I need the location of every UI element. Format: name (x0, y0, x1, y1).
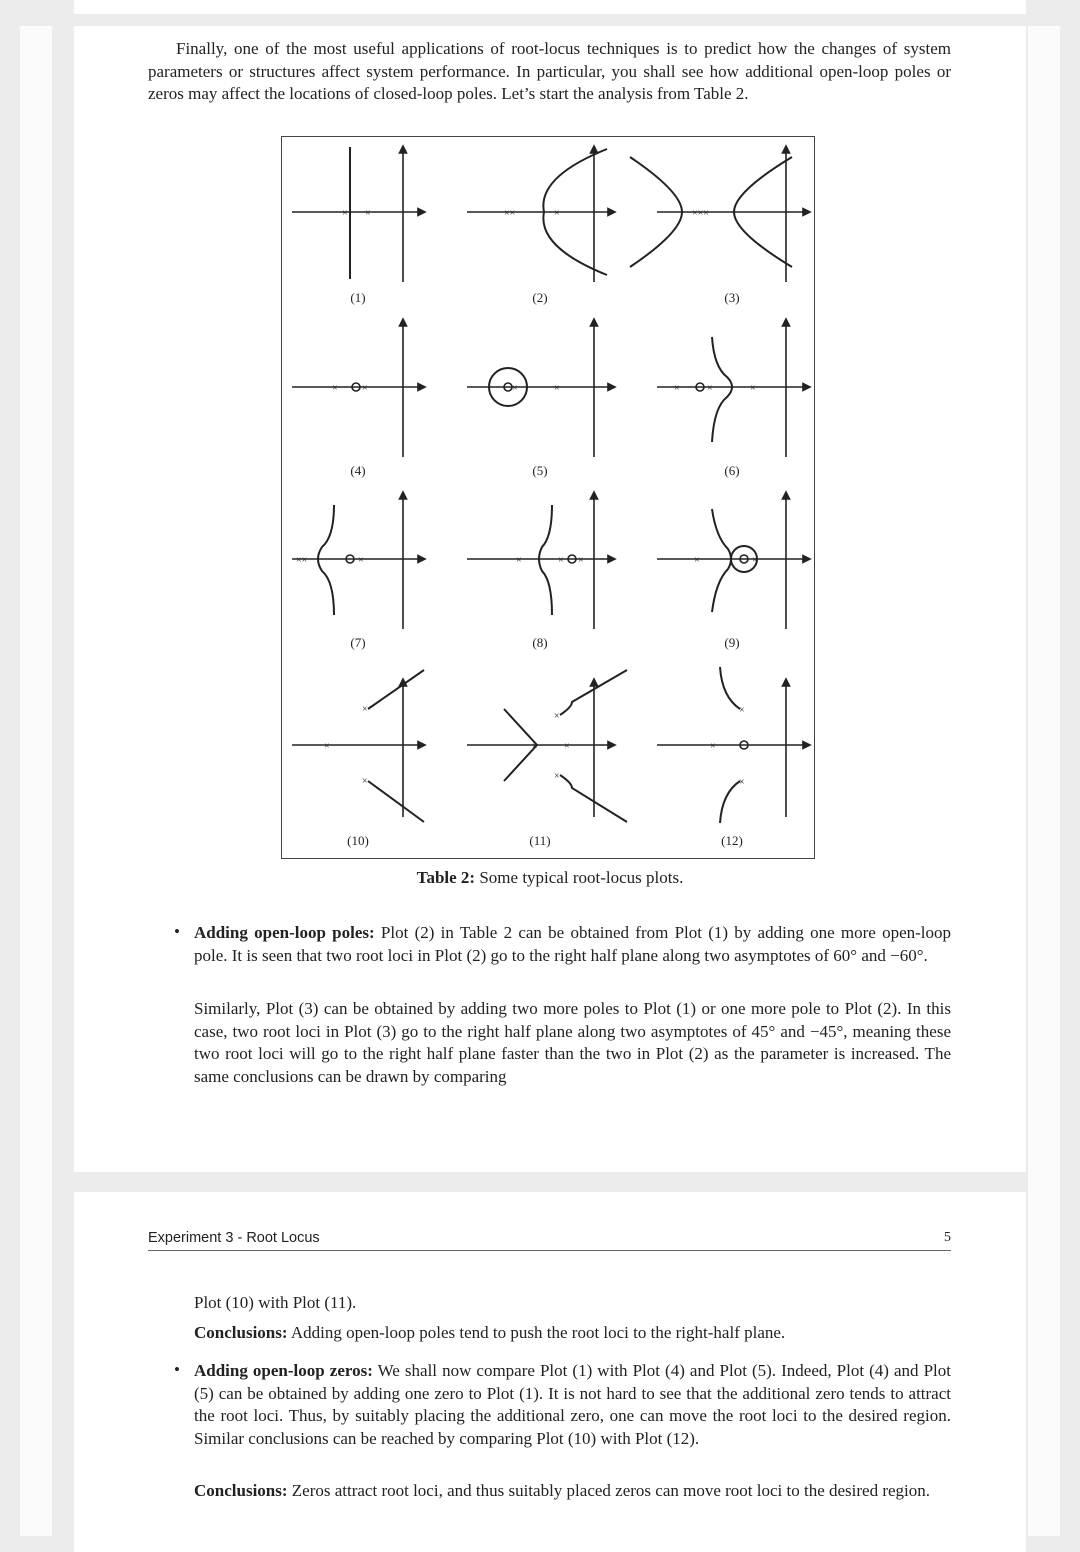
svg-text:×: × (750, 383, 756, 394)
page-header (148, 1228, 951, 1251)
svg-text:×: × (324, 741, 330, 752)
svg-text:×: × (358, 555, 364, 566)
plot-8 (467, 495, 612, 629)
svg-text:×: × (558, 555, 564, 566)
plot-label: (8) (532, 635, 548, 650)
plot-label: (1) (350, 290, 366, 305)
root-locus-grid (282, 137, 814, 858)
caption-text: Some typical root-locus plots. (475, 868, 684, 887)
plot-5 (467, 322, 612, 457)
plot-label: (7) (350, 635, 366, 650)
conclusion-zeros (194, 1480, 951, 1503)
svg-text:×: × (710, 741, 716, 752)
svg-text:×: × (532, 741, 538, 752)
svg-text:××: ×× (296, 555, 308, 566)
svg-text:×: × (332, 383, 338, 394)
svg-text:×: × (554, 383, 560, 394)
svg-text:×: × (707, 383, 713, 394)
conclusion-label: Conclusions: (194, 1481, 288, 1500)
svg-text:×: × (752, 555, 758, 566)
svg-text:×: × (554, 711, 560, 722)
svg-text:×: × (512, 383, 518, 394)
bullet-zeros-title: Adding open-loop zeros: (194, 1361, 373, 1380)
conclusion-text: Adding open-loop poles tend to push the root loci to the right-half plane. (287, 1323, 786, 1342)
right-gutter (1028, 26, 1060, 1536)
svg-text:×: × (554, 771, 560, 782)
svg-text:××: ×× (504, 208, 516, 219)
plot-11 (467, 670, 627, 822)
plot-2 (467, 149, 612, 282)
svg-text:×: × (362, 383, 368, 394)
plot-label: (12) (721, 833, 743, 848)
bullet-poles-title: Adding open-loop poles: (194, 923, 375, 942)
svg-text:×: × (739, 705, 745, 716)
plot-label: (9) (724, 635, 740, 650)
plot-3 (630, 149, 807, 282)
bullet-marker: • (174, 1360, 180, 1379)
continued-text: Plot (10) with Plot (11). (194, 1293, 357, 1312)
figure-caption (74, 868, 1026, 888)
svg-text:×××: ××× (692, 208, 709, 219)
svg-text:×: × (674, 383, 680, 394)
svg-text:×: × (694, 555, 700, 566)
plot-label: (5) (532, 463, 548, 478)
svg-text:×: × (564, 741, 570, 752)
bullet-zeros-text: We shall now compare Plot (1) with Plot (4) and Plot (5). Indeed, Plot (4) and Plot (5) can be obtained by adding one zero to Plot (1). It is not hard to see that the additional zero tends to attract the root loci. Thus, by suitably placing the additional zero, one can move the root loci to the desired region. Similar conclusions can be reached by comparing Plot (10) with Plot (12). (194, 1361, 951, 1448)
conclusion-poles (194, 1322, 951, 1345)
plot-label: (2) (532, 290, 548, 305)
svg-text:×: × (516, 555, 522, 566)
plot-7 (292, 495, 422, 629)
bullet-poles (194, 922, 951, 967)
root-locus-figure (281, 136, 815, 859)
bullet-poles-text: Plot (2) in Table 2 can be obtained from Plot (1) by adding one more open-loop pole. It is seen that two root loci in Plot (2) go to the right half plane along two asymptotes of 60° and −60°. (194, 923, 951, 965)
document-page-4 (74, 26, 1026, 1172)
plot-6 (657, 322, 807, 457)
conclusion-text: Zeros attract root loci, and thus suitably placed zeros can move root loci to the desired region. (287, 1481, 931, 1500)
previous-page-strip (74, 0, 1026, 14)
plot-label: (3) (724, 290, 740, 305)
plot-10 (292, 670, 424, 822)
plot-9 (657, 495, 807, 629)
svg-text:×: × (362, 776, 368, 787)
plot-1 (292, 147, 422, 282)
bullet-marker: • (174, 922, 180, 941)
svg-text:×: × (362, 704, 368, 715)
header-title: Experiment 3 - Root Locus (148, 1230, 320, 1246)
bullet-poles-para2: Similarly, Plot (3) can be obtained by adding two more poles to Plot (1) or one more pole to Plot (2). In this case, two root loci in Plot (3) go to the right half plane along two asymptotes of 45° and −45°, meaning these two root loci will go to the right half plane faster than the two in Plot (2) as the parameter is increased. The same conclusions can be drawn by comparing (194, 999, 951, 1086)
svg-text:×: × (739, 777, 745, 788)
plot-12 (657, 667, 807, 823)
svg-text:×: × (342, 208, 348, 219)
plot-label: (6) (724, 463, 740, 478)
document-page-5 (74, 1192, 1026, 1552)
svg-text:×: × (365, 208, 371, 219)
plot-label: (11) (529, 833, 551, 848)
intro-paragraph: Finally, one of the most useful applications of root-locus techniques is to predict how the changes of system parameters or structures affect system performance. In particular, you shall see how additional open-loop poles or zeros may affect the locations of closed-loop poles. Let’s start the analysis from Table 2. (148, 39, 951, 104)
plot-4 (292, 322, 422, 457)
plot-label: (10) (347, 833, 369, 848)
page-number: 5 (944, 1230, 951, 1245)
left-gutter (20, 26, 52, 1536)
svg-text:×: × (554, 208, 560, 219)
conclusion-label: Conclusions: (194, 1323, 288, 1342)
plot-label: (4) (350, 463, 366, 478)
svg-text:×: × (578, 555, 584, 566)
bullet-zeros (194, 1360, 951, 1450)
caption-label: Table 2: (416, 868, 476, 887)
